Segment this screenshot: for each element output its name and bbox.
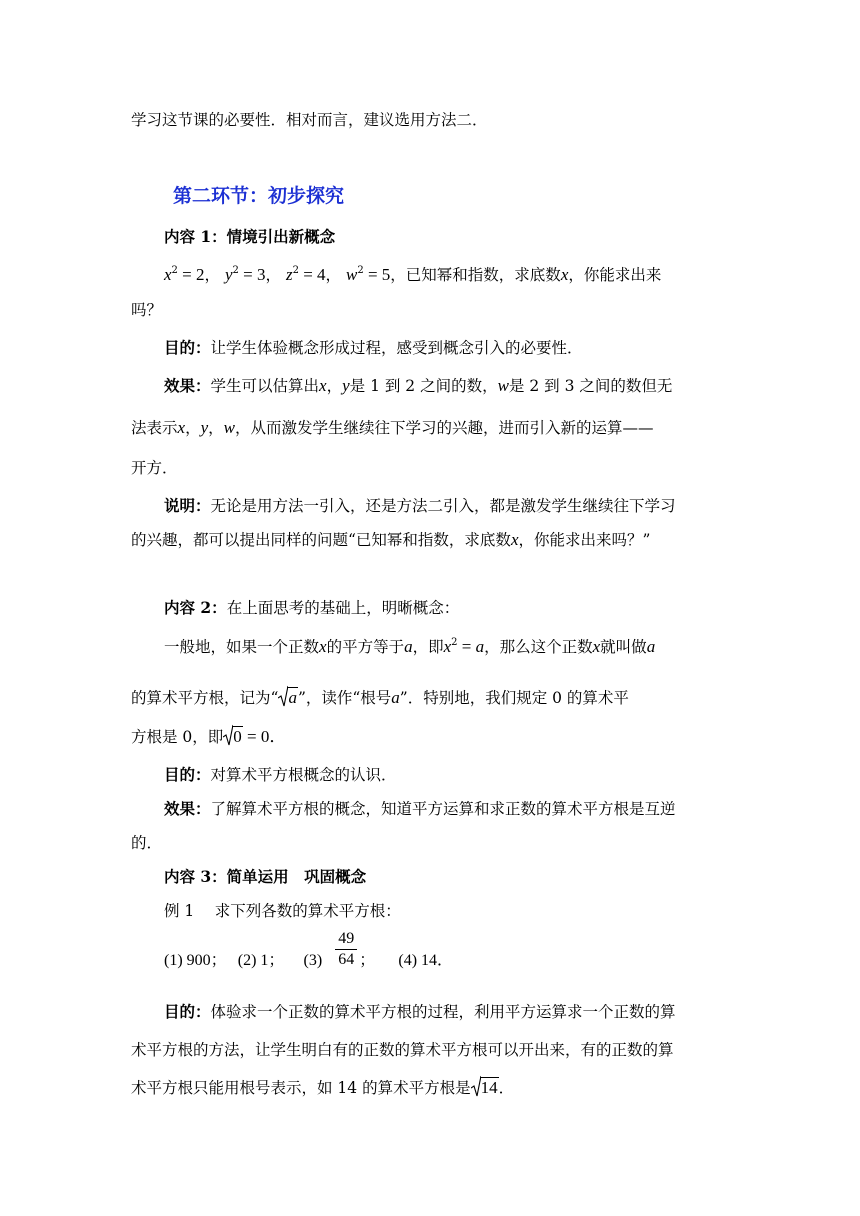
content1-purpose: 目的：让学生体验概念形成过程，感受到概念引入的必要性． [164, 338, 583, 357]
content1-heading: 内容 1：情境引出新概念 [164, 227, 336, 246]
fraction-49-64: $\frac{49}{64}$ [335, 929, 357, 970]
content2-effect-line2: 的． [131, 834, 163, 852]
radical-sign-icon [278, 685, 288, 707]
content2-definition-line3: 方根是 0，即 0 = 0． [131, 727, 731, 747]
content3-heading: 内容 3：简单运用 巩固概念 [164, 867, 367, 886]
section-title: 第二环节：初步探究 [173, 185, 345, 207]
content3-purpose: 目的：体验求一个正数的算术平方根的过程，利用平方运算求一个正数的算 [164, 1002, 676, 1021]
example-1: 例 1 求下列各数的算术平方根： [164, 902, 401, 920]
content1-effect: 效果：学生可以估算出x，y是 1 到 2 之间的数，w是 2 到 3 之间的数但无 [164, 376, 673, 395]
content3-purpose-line3: 术平方根只能用根号表示，如 14 的算术平方根是 14． [131, 1078, 731, 1098]
sqrt-14: 14 [471, 1078, 499, 1098]
sqrt-zero: 0 [223, 727, 243, 747]
content2-effect: 效果：了解算术平方根的概念，知道平方运算和求正数的算术平方根是互逆 [164, 799, 676, 818]
sqrt-a: a [278, 688, 298, 708]
content1-equations-line: $x^2 = 2$， $y^2 = 3$， $z^2 = 4$， $w^2 = 5$，已知幂和指数，求底数x，你能求出来 [164, 265, 662, 284]
paragraph-text: 学习这节课的必要性．相对而言，建议选用方法二． [131, 111, 488, 129]
content1-effect-line3: 开方． [131, 459, 178, 477]
radical-sign-icon [223, 724, 233, 746]
radical-sign-icon [471, 1075, 481, 1097]
continued-paragraph [131, 110, 731, 130]
content2-definition-line2: 的算术平方根，记为“ a”，读作“根号a”．特别地，我们规定 0 的算术平 [131, 688, 731, 708]
content2-heading: 内容 2：在上面思考的基础上，明晰概念： [164, 598, 460, 617]
content1-effect-line2: 法表示x，y，w，从而激发学生继续往下学习的兴趣，进而引入新的运算—— [131, 418, 654, 437]
content2-definition: 一般地，如果一个正数x的平方等于a，即$x^2 = a$，那么这个正数x就叫做a [164, 637, 656, 656]
content2-purpose: 目的：对算术平方根概念的认识． [164, 765, 397, 784]
content1-note-line2: 的兴趣，都可以提出同样的问题“已知幂和指数，求底数x，你能求出来吗？” [131, 530, 651, 549]
example-items: (1) 900； (2) 1； (3) $\frac{49}{64}$ ； (4) 14． [164, 930, 454, 969]
content1-note: 说明：无论是用方法一引入，还是方法二引入，都是激发学生继续往下学习 [164, 496, 676, 515]
content1-line2: 吗？ [131, 301, 163, 319]
content3-purpose-line2: 术平方根的方法，让学生明白有的正数的算术平方根可以开出来，有的正数的算 [131, 1041, 674, 1059]
